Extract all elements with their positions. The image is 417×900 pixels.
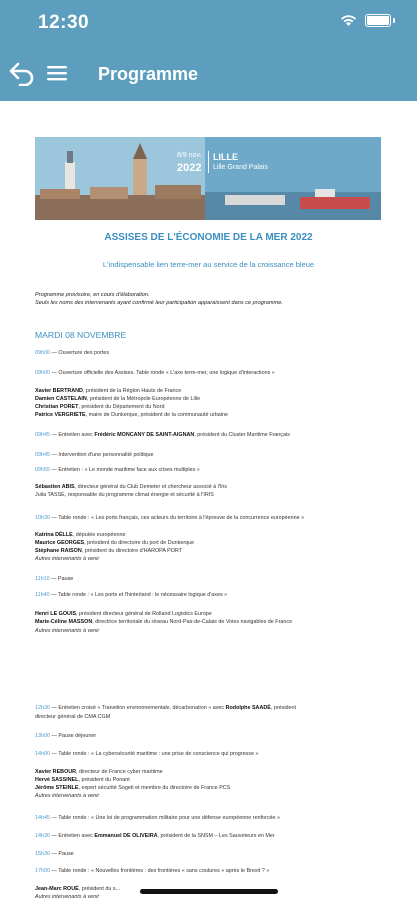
- speaker-name: Katrina DÉLLE: [35, 532, 73, 538]
- session-time: 09h00: [35, 370, 50, 376]
- speaker-name: Xavier REBOUR: [35, 769, 77, 775]
- day-heading: MARDI 08 NOVEMBRE: [35, 330, 127, 340]
- session-text: — Pause: [49, 576, 74, 582]
- speaker-name: Patrice VERGRIETE: [35, 412, 86, 418]
- session-time: 14h00: [35, 751, 50, 757]
- speaker-name: Damien CASTELAIN: [35, 396, 87, 402]
- line-note: Autres intervenants à venir: [35, 556, 100, 562]
- speaker-role: , directrice territoriale du réseau Nord-Pas-de-Calais de Voies navigables de France: [92, 619, 293, 625]
- speaker-role: , président du Ponant: [78, 777, 130, 783]
- session-time: 09h45: [35, 452, 50, 458]
- speaker-role: , expert sécurité Sogeti et membre du directoire de France PCS: [78, 785, 231, 791]
- event-banner: [35, 137, 381, 220]
- note-line: Seuls les noms des intervenants ayant confirmé leur participation apparaissent dans ce programme.: [35, 300, 283, 306]
- session-time: 11h40: [35, 592, 50, 598]
- hamburger-menu-icon[interactable]: [46, 63, 68, 83]
- speaker-name: Henri LE GOUIS: [35, 611, 77, 617]
- session-time: 09h45: [35, 432, 50, 438]
- program-line: [35, 388, 181, 394]
- document-subtitle: L'indispensable lien terre-mer au service de la croissance bleue: [102, 260, 315, 269]
- session-time: 14h45: [35, 815, 50, 821]
- provisional-note: [35, 291, 283, 307]
- session-text: — Ouverture officielle des Assises. Table ronde « L'axe terre-mer, une logique d'interactions »: [50, 370, 275, 376]
- speaker-role: , directeur général du Club Demeter et chercheur associé à l'Iris: [74, 484, 227, 490]
- speaker-name: Frédéric MONCANY DE SAINT-AIGNAN: [94, 432, 195, 438]
- banner-venue: Lille Grand Palais: [213, 164, 268, 171]
- city-skyline-image: [35, 137, 205, 220]
- program-line: [35, 868, 269, 874]
- program-line: [35, 370, 275, 376]
- program-line: [35, 769, 163, 775]
- session-text: — Pause: [50, 851, 74, 857]
- session-time: 17h00: [35, 868, 50, 874]
- session-text: — Intervention d'une personnalité politique: [50, 452, 154, 458]
- program-line: [35, 886, 120, 892]
- speaker-role: , président du directoire d'HAROPA PORT: [81, 548, 183, 554]
- program-line: [35, 396, 200, 402]
- session-text: — Entretien avec: [50, 432, 95, 438]
- program-line: [35, 412, 228, 418]
- speaker-name: Stéphane RAISON: [35, 548, 82, 554]
- session-text: — Table ronde : « La cybersécurité maritime : une prise de conscience qui progresse »: [50, 751, 259, 757]
- program-line: [35, 548, 182, 554]
- speaker-role: directeur général de CMA CGM: [35, 714, 111, 720]
- battery-icon: [365, 14, 391, 27]
- program-line: [35, 404, 164, 410]
- session-text: — Entretien : « Le monde maritime face aux crises multiples »: [50, 467, 200, 473]
- session-text: — Table ronde : « Les ports et l'hinterland : le nécessaire logique d'axes »: [49, 592, 228, 598]
- program-line: [35, 851, 74, 857]
- page-title: Programme: [98, 64, 199, 84]
- session-time: 15h30: [35, 851, 50, 857]
- session-time: 12h30: [35, 705, 50, 711]
- program-line: [35, 619, 292, 625]
- session-text: — Table ronde : « Nouvelles frontières : des frontières « sans coutures » après le Brexit ? »: [50, 868, 270, 874]
- home-indicator: [140, 889, 278, 894]
- program-line: [35, 751, 258, 757]
- speaker-name: Sébastien ABIS: [35, 484, 75, 490]
- document-viewer[interactable]: [0, 101, 417, 900]
- program-line: [35, 432, 290, 438]
- program-line: [35, 576, 73, 582]
- program-line: [35, 833, 275, 839]
- session-time: 09h00: [35, 350, 50, 356]
- speaker-role: , président du s...: [78, 886, 121, 892]
- note-line: Programme provisoire, en cours d'élaboration.: [35, 292, 150, 298]
- program-line: [35, 556, 99, 562]
- session-text: — Entretien avec: [50, 833, 95, 839]
- session-time: 09h55: [35, 467, 50, 473]
- status-time: 12:30: [38, 12, 90, 33]
- speaker-name: Christian PORET: [35, 404, 79, 410]
- speaker-name: Xavier BERTRAND: [35, 388, 83, 394]
- session-text: — Table ronde : « Les ports français, ces acteurs du territoire à l'épreuve de la concurrence européenne »: [50, 515, 305, 521]
- session-time: 11h10: [35, 576, 50, 582]
- program-line: [35, 515, 304, 521]
- banner-city: LILLE: [213, 152, 238, 162]
- speaker-role: , président directeur général de Rolland Logistics Europe: [76, 611, 212, 617]
- speaker-role: , maire de Dunkerque, président de la communauté urbaine: [85, 412, 228, 418]
- program-line: [35, 484, 227, 490]
- back-arrow-icon[interactable]: [8, 60, 36, 86]
- status-icons: [340, 14, 395, 27]
- session-text: — Pause déjeuner: [50, 733, 97, 739]
- program-line: [35, 492, 214, 498]
- speaker-role: , président du Cluster Maritime Français: [194, 432, 290, 438]
- speaker-role: Julia TASSE, responsable du programme climat énergie et sécurité à l'IRIS: [35, 492, 214, 498]
- line-note: Autres intervenants à venir: [35, 628, 100, 634]
- program-line: [35, 793, 99, 799]
- program-line: [35, 815, 280, 821]
- port-image: [205, 137, 381, 220]
- program-line: [35, 540, 194, 546]
- speaker-name: Marie-Céline MASSON: [35, 619, 93, 625]
- wifi-icon: [340, 14, 357, 27]
- speaker-name: Jérôme STEINLE: [35, 785, 79, 791]
- speaker-role: , président de la Région Hauts de France: [82, 388, 182, 394]
- speaker-role: , président de la SNSM – Les Sauveteurs en Mer: [157, 833, 275, 839]
- session-text: — Ouverture des portes: [50, 350, 110, 356]
- speaker-name: Maurice GEORGES: [35, 540, 85, 546]
- program-line: [35, 714, 110, 720]
- session-time: 13h00: [35, 733, 50, 739]
- program-line: [35, 733, 96, 739]
- program-line: [35, 785, 230, 791]
- session-time: 10h30: [35, 515, 50, 521]
- speaker-role: , députée européenne: [72, 532, 126, 538]
- speaker-name: Hervé SASSINEL: [35, 777, 79, 783]
- program-line: [35, 894, 99, 900]
- program-line: [35, 467, 200, 473]
- app-bar: [0, 0, 417, 101]
- speaker-name: Jean-Marc ROUÉ: [35, 886, 79, 892]
- line-note: Autres intervenants à venir: [35, 793, 100, 799]
- program-line: [35, 592, 227, 598]
- document-title: ASSISES DE L'ÉCONOMIE DE LA MER 2022: [104, 232, 313, 243]
- speaker-name: Rodolphe SAADÉ: [225, 705, 271, 711]
- program-line: [35, 611, 212, 617]
- banner-separator: [208, 151, 209, 173]
- battery-nub: [393, 18, 395, 23]
- line-note: Autres intervenants à venir: [35, 894, 100, 900]
- program-line: [35, 777, 130, 783]
- speaker-role: , président: [270, 705, 297, 711]
- program-line: [35, 705, 296, 711]
- program-line: [35, 452, 154, 458]
- speaker-role: , président de la Métropole Européenne de Lille: [86, 396, 201, 402]
- session-text: — Table ronde : « Une loi de programmation militaire pour une défense européenne renforcée »: [50, 815, 281, 821]
- banner-dates: 8/9 nov.: [177, 152, 202, 159]
- banner-year: 2022: [177, 162, 202, 174]
- program-line: [35, 532, 126, 538]
- speaker-role: , président du directoire du port de Dunkerque: [84, 540, 195, 546]
- speaker-role: , directeur de France cyber maritime: [76, 769, 163, 775]
- session-time: 14h30: [35, 833, 50, 839]
- speaker-name: Emmanuel DE OLIVEIRA: [94, 833, 158, 839]
- session-text: — Entretien croisé « Transition environnementale, décarbonation » avec: [50, 705, 226, 711]
- speaker-role: , président du Département du Nord: [78, 404, 165, 410]
- program-line: [35, 350, 109, 356]
- program-line: [35, 628, 99, 634]
